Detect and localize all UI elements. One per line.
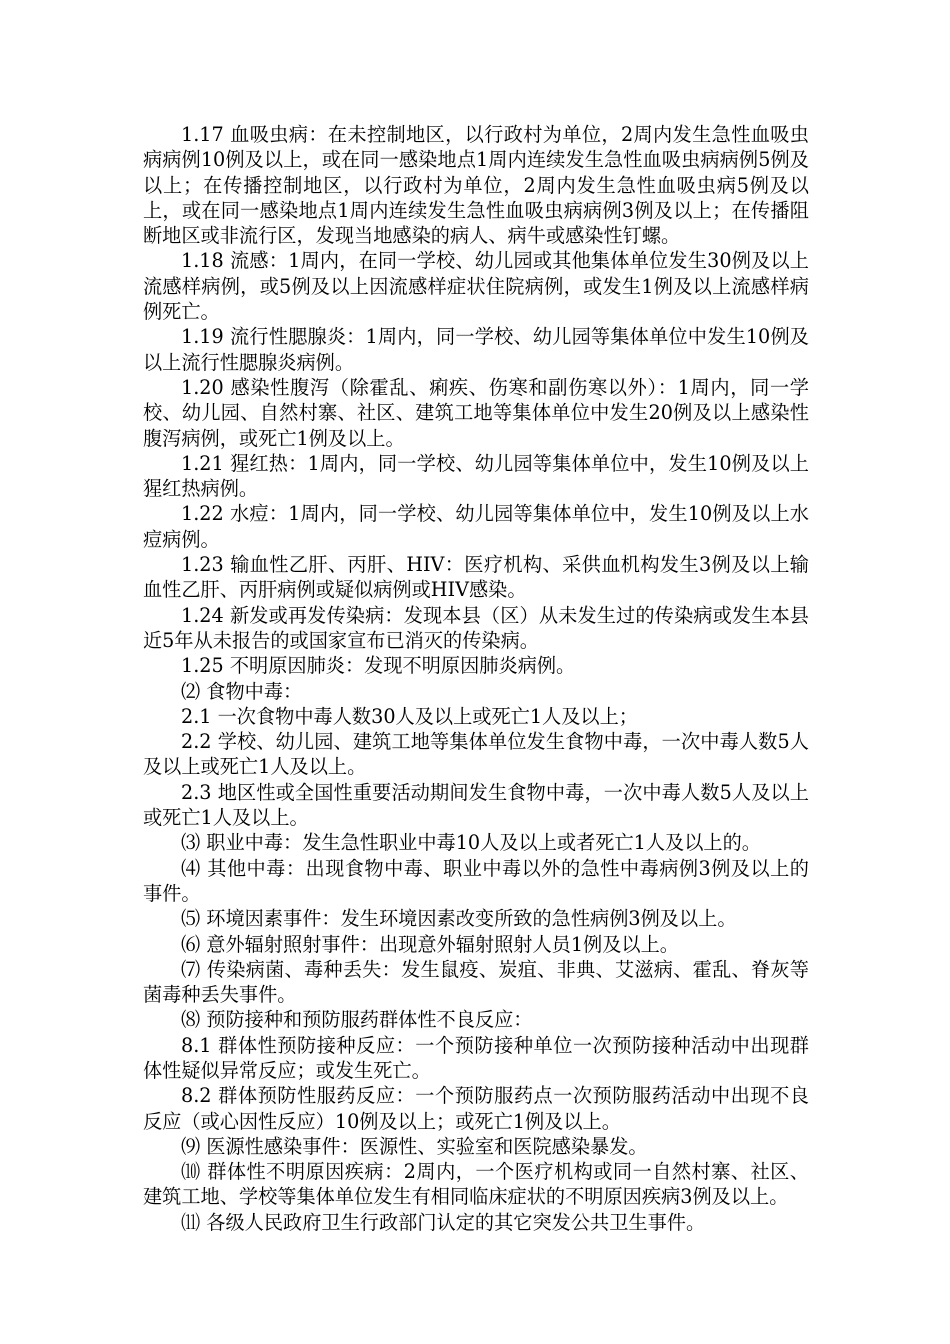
paragraph-2-1: 2.1 一次食物中毒人数30人及以上或死亡1人及以上；	[181, 704, 638, 728]
paragraph-1-24-new-or-reemerging: 1.24 新发或再发传染病：发现本县（区）从未发生过的传染病或发生本县近5年从未报告的或国家宣布已消灭的传染病。	[143, 603, 809, 652]
paragraph-10-unexplained-disease: ⑽ 群体性不明原因疾病：2周内，一个医疗机构或同一自然村寨、社区、建筑工地、学校等集体单位发生有相同临床症状的不明原因疾病3例及以上。	[143, 1160, 809, 1209]
paragraph-9-nosocomial: ⑼ 医源性感染事件：医源性、实验室和医院感染暴发。	[181, 1134, 648, 1158]
paragraph-11-other-events: ⑾ 各级人民政府卫生行政部门认定的其它突发公共卫生事件。	[181, 1210, 706, 1234]
paragraph-2-2: 2.2 学校、幼儿园、建筑工地等集体单位发生食物中毒，一次中毒人数5人及以上或死亡1人及以上。	[143, 730, 809, 779]
paragraph-8-1: 8.1 群体性预防接种反应：一个预防接种单位一次预防接种活动中出现群体性疑似异常反应；或发生死亡。	[143, 1033, 809, 1082]
paragraph-1-23-transfusion-hepatitis-hiv: 1.23 输血性乙肝、丙肝、HIV：医疗机构、采供血机构发生3例及以上输血性乙肝、丙肝病例或疑似病例或HIV感染。	[143, 553, 809, 602]
paragraph-8-vaccination-reactions: ⑻ 预防接种和预防服药群体性不良反应：	[181, 1008, 533, 1032]
paragraph-1-21-scarlet-fever: 1.21 猩红热：1周内，同一学校、幼儿园等集体单位中，发生10例及以上猩红热病例。	[143, 451, 809, 501]
document-body	[143, 122, 809, 1235]
paragraph-3-occupational-poisoning: ⑶ 职业中毒：发生急性职业中毒10人及以上或者死亡1人及以上的。	[181, 831, 761, 855]
paragraph-7-strain-loss: ⑺ 传染病菌、毒种丢失：发生鼠疫、炭疽、非典、艾滋病、霍乱、脊灰等菌毒种丢失事件。	[143, 957, 809, 1007]
paragraph-2-food-poisoning: ⑵ 食物中毒：	[181, 679, 303, 703]
paragraph-1-20-infectious-diarrhea: 1.20 感染性腹泻（除霍乱、痢疾、伤寒和副伤寒以外）：1周内，同一学校、幼儿园、自然村寨、社区、建筑工地等集体单位中发生20例及以上感染性腹泻病例，或死亡1例及以上。	[143, 375, 809, 450]
paragraph-1-18-influenza: 1.18 流感：1周内，在同一学校、幼儿园或其他集体单位发生30例及以上流感样病例，或5例及以上因流感样症状住院病例，或发生1例及以上流感样病例死亡。	[143, 249, 809, 324]
paragraph-4-other-poisoning: ⑷ 其他中毒：出现食物中毒、职业中毒以外的急性中毒病例3例及以上的事件。	[143, 856, 809, 905]
paragraph-1-17-schistosomiasis: 1.17 血吸虫病：在未控制地区，以行政村为单位，2周内发生急性血吸虫病病例10例及以上，或在同一感染地点1周内连续发生急性血吸虫病病例5例及以上；在传播控制地区，以行政村为单位，2周内发生急性血吸虫病5例及以上，或在同一感染地点1周内连续发生急性血吸虫病病例3例及以上；在传播阻断地区或非流行区，发现当地感染的病人、病牛或感染性钉螺。	[143, 123, 809, 248]
paragraph-8-2: 8.2 群体预防性服药反应：一个预防服药点一次预防服药活动中出现不良反应（或心因性反应）10例及以上；或死亡1例及以上。	[143, 1084, 809, 1133]
paragraph-2-3: 2.3 地区性或全国性重要活动期间发生食物中毒，一次中毒人数5人及以上或死亡1人及以上。	[143, 780, 809, 830]
paragraph-1-19-mumps: 1.19 流行性腮腺炎：1周内，同一学校、幼儿园等集体单位中发生10例及以上流行性腮腺炎病例。	[143, 325, 809, 374]
paragraph-5-environmental: ⑸ 环境因素事件：发生环境因素改变所致的急性病例3例及以上。	[181, 907, 737, 931]
paragraph-6-radiation: ⑹ 意外辐射照射事件：出现意外辐射照射人员1例及以上。	[181, 932, 679, 956]
paragraph-1-25-unexplained-pneumonia: 1.25 不明原因肺炎：发现不明原因肺炎病例。	[181, 654, 576, 678]
paragraph-1-22-varicella: 1.22 水痘：1周内，同一学校、幼儿园等集体单位中，发生10例及以上水痘病例。	[143, 502, 809, 551]
